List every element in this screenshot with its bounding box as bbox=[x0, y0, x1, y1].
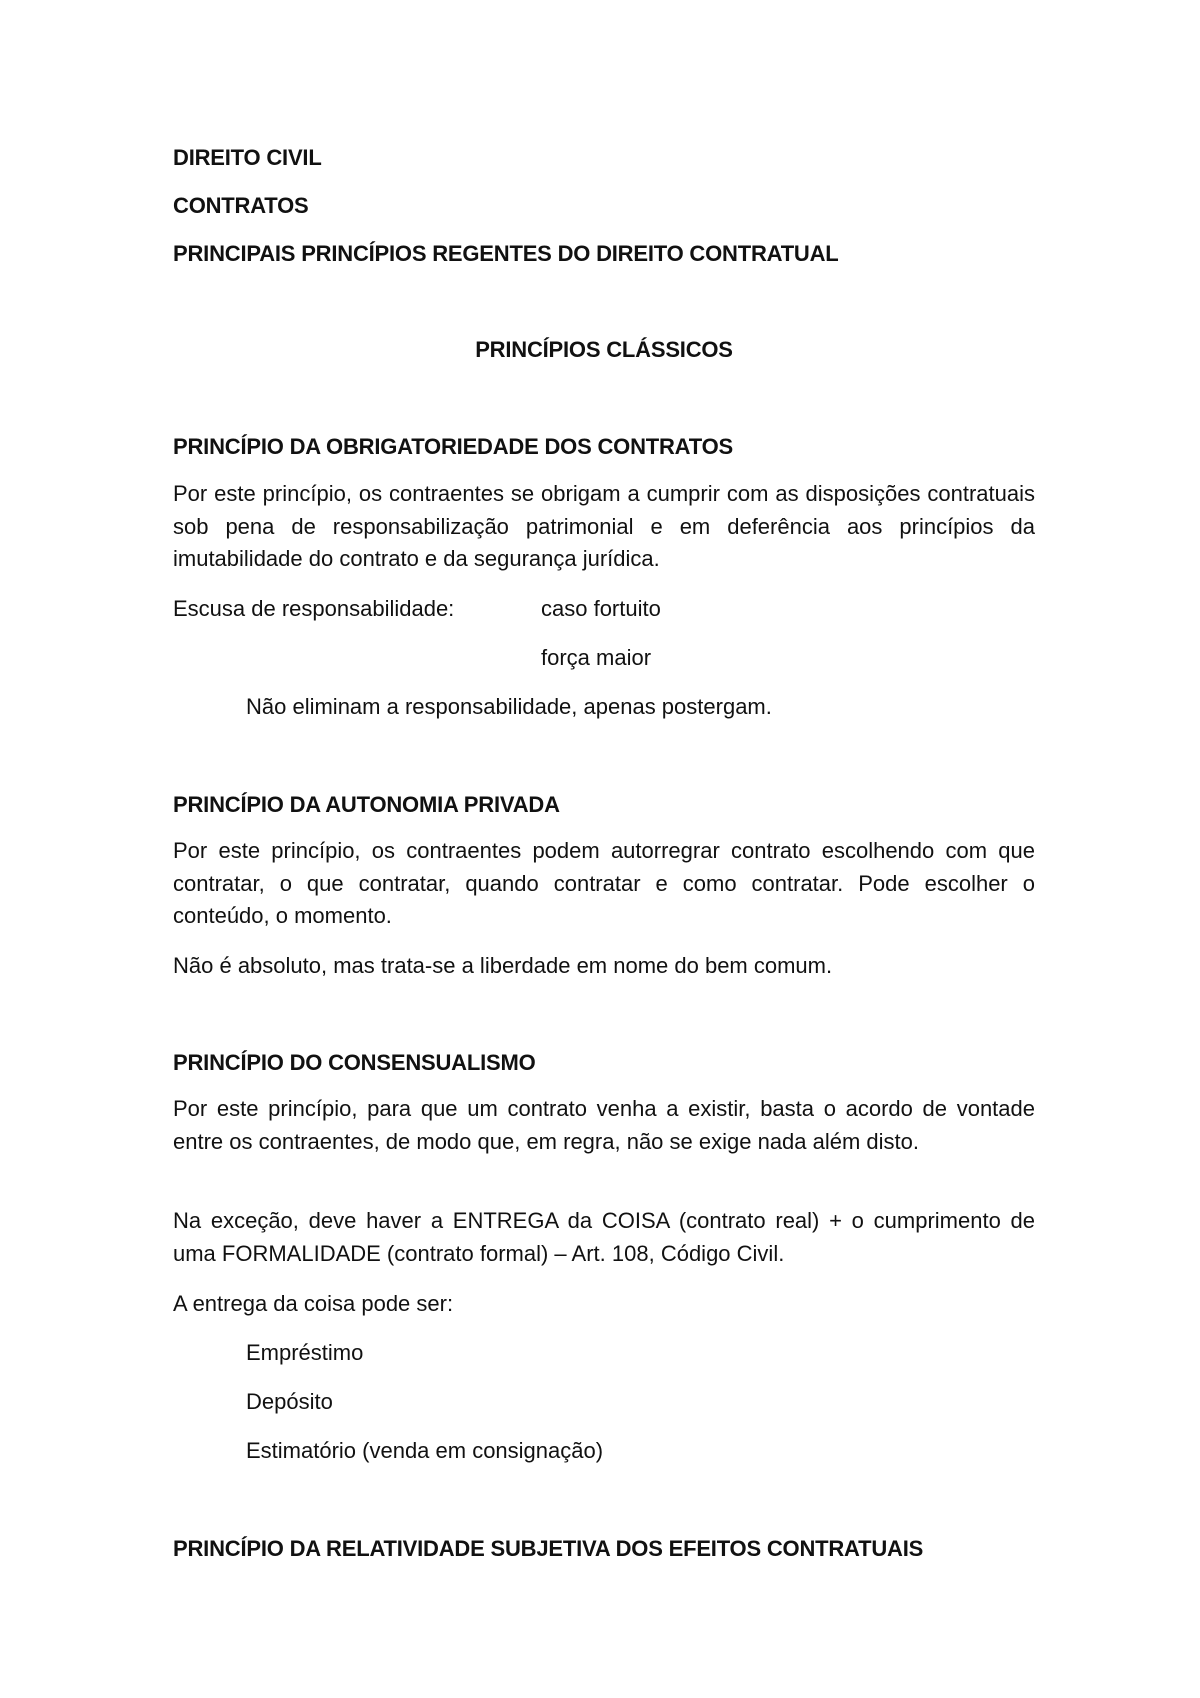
header-line-principais: PRINCIPAIS PRINCÍPIOS REGENTES DO DIREITO CONTRATUAL bbox=[173, 241, 839, 266]
escusa-item-forca-maior: força maior bbox=[541, 645, 652, 670]
list-intro: A entrega da coisa pode ser: bbox=[173, 1291, 454, 1316]
paragraph-consensualismo-2: Na exceção, deve haver a ENTREGA da COISA (contrato real) + o cumprimento de uma FORMALIDADE (contrato formal) – Art. 108, Código Civil. bbox=[173, 1208, 1035, 1266]
autonomia-note: Não é absoluto, mas trata-se a liberdade em nome do bem comum. bbox=[173, 953, 833, 978]
escusa-note: Não eliminam a responsabilidade, apenas postergam. bbox=[246, 694, 772, 719]
heading-autonomia: PRINCÍPIO DA AUTONOMIA PRIVADA bbox=[173, 792, 560, 817]
section-title-classicos: PRINCÍPIOS CLÁSSICOS bbox=[475, 337, 733, 362]
header-line-direito-civil: DIREITO CIVIL bbox=[173, 145, 322, 170]
list-item: Depósito bbox=[246, 1389, 333, 1414]
list-item: Empréstimo bbox=[246, 1340, 364, 1365]
heading-relatividade: PRINCÍPIO DA RELATIVIDADE SUBJETIVA DOS EFEITOS CONTRATUAIS bbox=[173, 1536, 924, 1561]
list-item: Estimatório (venda em consignação) bbox=[246, 1438, 604, 1463]
escusa-item-caso-fortuito: caso fortuito bbox=[541, 596, 661, 621]
escusa-label: Escusa de responsabilidade: bbox=[173, 596, 455, 621]
paragraph-consensualismo-1: Por este princípio, para que um contrato venha a existir, basta o acordo de vontade entre os contraentes, de modo que, em regra, não se exige nada além disto. bbox=[173, 1096, 1035, 1154]
paragraph-autonomia: Por este princípio, os contraentes podem autorregrar contrato escolhendo com que contratar, o que contratar, quando contratar e como contratar. Pode escolher o conteúdo, o momento. bbox=[173, 838, 1035, 928]
paragraph-obrigatoriedade: Por este princípio, os contraentes se obrigam a cumprir com as disposições contratuais sob pena de responsabilização patrimonial e em deferência aos princípios da imutabilidade do contrato e da segurança jurídica. bbox=[173, 481, 1035, 571]
heading-consensualismo: PRINCÍPIO DO CONSENSUALISMO bbox=[173, 1050, 536, 1075]
heading-obrigatoriedade: PRINCÍPIO DA OBRIGATORIEDADE DOS CONTRATOS bbox=[173, 434, 733, 459]
header-line-contratos: CONTRATOS bbox=[173, 193, 309, 218]
